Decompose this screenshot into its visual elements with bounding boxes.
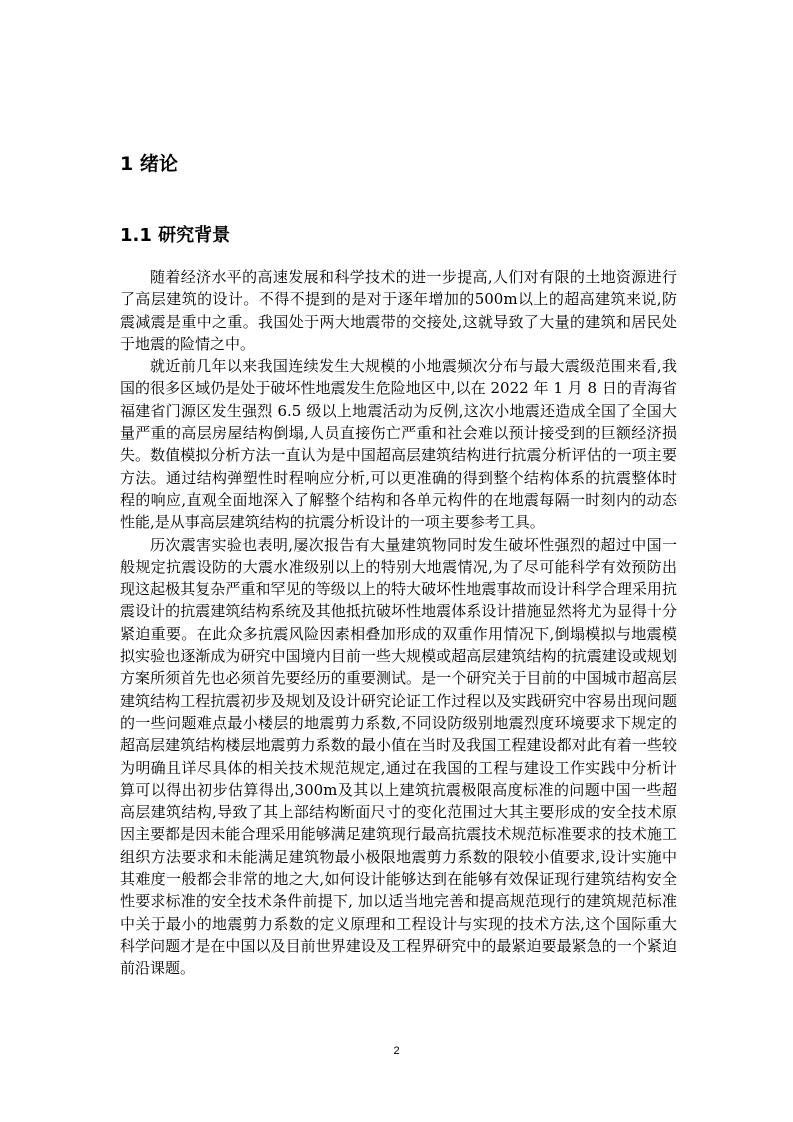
chapter-heading: 1 绪论 <box>120 153 178 175</box>
section-heading: 1.1 研究背景 <box>120 225 231 246</box>
page-number: 2 <box>393 1045 400 1057</box>
paragraph-3: 历次震害实验也表明,屡次报告有大量建筑物同时发生破坏性强烈的超过中国一般规定抗震设防的大震水准级别以上的特别大地震情况,为了尽可能科学有效预防出现这起极其复杂严重和罕见的等级以上的特大破坏性地震事故而设计科学合理采用抗震设计的抗震建筑结构系统及其他抵抗破坏性地震体系设计措施显然将尤为显得十分紧迫重要。在此众多抗震风险因素相叠加形成的双重作用情况下,倒塌模拟与地震模拟实验也逐渐成为研究中国境内目前一些大规模或超高层建筑结构的抗震建设或规划方案所须首先也必须首先要经历的重要测试。是一个研究关于目前的中国城市超高层建筑结构工程抗震初步及规划及设计研究论证工作过程以及实践研究中容易出现问题的一些问题难点最小楼层的地震剪力系数,不同设防级别地震烈度环境要求下规定的超高层建筑结构楼层地震剪力系数的最小值在当时及我国工程建设都对此有着一些较为明确且详尽具体的相关技术规范规定,通过在我国的工程与建设工作实践中分析计算可以得出初步估算得出,300m及其以上建筑抗震极限高度标准的问题中国一些超高层建筑结构,导致了其上部结构断面尺寸的变化范围过大其主要形成的安全技术原因主要都是因未能合理采用能够满足建筑现行最高抗震技术规范标准要求的技术施工组织方法要求和未能满足建筑物最小极限地震剪力系数的限较小值要求,设计实施中其难度一般都会非常的地之大,如何设计能够达到在能够有效保证现行建筑结构安全性要求标准的安全技术条件前提下, 加以适当地完善和提高规范现行的建筑规范标准中关于最小的地震剪力系数的定义原理和工程设计与实现的技术方法,这个国际重大科学问题才是在中国以及目前世界建设及工程界研究中的最紧迫要最紧急的一个紧迫前沿课题。 <box>120 535 677 978</box>
paragraph-1: 随着经济水平的高速发展和科学技术的进一步提高,人们对有限的土地资源进行了高层建筑的设计。不得不提到的是对于逐年增加的500m以上的超高建筑来说,防震减震是重中之重。我国处于两大地震带的交接处,这就导致了大量的建筑和居民处于地震的险情之中。 <box>120 268 677 353</box>
paragraph-2: 就近前几年以来我国连续发生大规模的小地震频次分布与最大震级范围来看,我国的很多区域仍是处于破坏性地震发生危险地区中,以在 2022 年 1 月 8 日的青海省福建省门源区发生强烈 6.5 级以上地震活动为反例,这次小地震还造成全国了全国大量严重的高层房屋结构倒塌,人员直接伤亡严重和社会难以预计接受到的巨额经济损失。数值模拟分析方法一直认为是中国超高层建筑结构进行抗震分析评估的一项主要方法。通过结构弹塑性时程响应分析,可以更准确的得到整个结构体系的抗震整体时程的响应,直观全面地深入了解整个结构和各单元构件的在地震每隔一时刻内的动态性能,是从事高层建筑结构的抗震分析设计的一项主要参考工具。 <box>120 357 677 532</box>
body-text <box>120 266 677 980</box>
